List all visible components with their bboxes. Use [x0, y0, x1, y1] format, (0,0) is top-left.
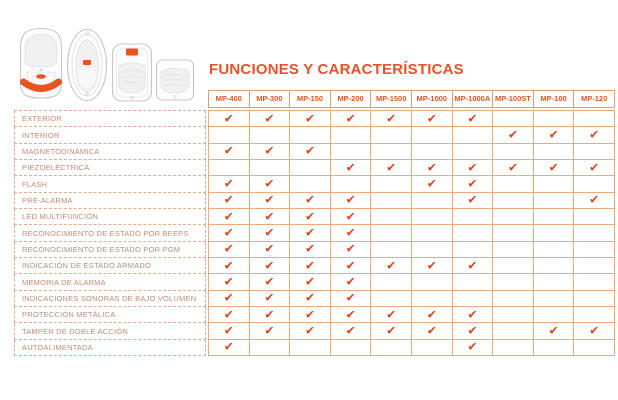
feature-cell-checked	[412, 323, 453, 339]
check-icon: ✔	[264, 307, 275, 322]
feature-cell-checked	[209, 209, 250, 225]
check-icon: ✔	[264, 225, 275, 240]
feature-cell-empty	[250, 340, 291, 356]
feature-cell-checked	[453, 111, 494, 127]
check-icon: ✔	[345, 192, 356, 207]
feature-cell-checked	[412, 111, 453, 127]
feature-label: RECONOCIMIENTO DE ESTADO POR BEEPS	[14, 225, 206, 241]
check-icon: ✔	[304, 258, 316, 273]
feature-cell-checked	[574, 160, 615, 176]
check-icon: ✔	[264, 176, 275, 191]
feature-cell-checked	[209, 225, 250, 241]
check-icon: ✔	[345, 290, 356, 305]
feature-cell-checked	[453, 340, 494, 356]
feature-cell-empty	[534, 111, 575, 127]
check-icon: ✔	[386, 160, 397, 175]
feature-cell-checked	[371, 307, 412, 323]
check-icon: ✔	[223, 323, 234, 338]
check-icon: ✔	[345, 307, 356, 322]
check-icon: ✔	[426, 176, 437, 191]
feature-cell-empty	[453, 291, 494, 307]
feature-cell-empty	[371, 209, 412, 225]
column-headers	[208, 90, 615, 108]
check-icon: ✔	[426, 258, 437, 273]
check-icon: ✔	[264, 290, 275, 305]
feature-cell-checked	[250, 144, 291, 160]
feature-cell-checked	[290, 242, 331, 258]
feature-cell-empty	[574, 176, 615, 192]
feature-cell-checked	[250, 291, 291, 307]
feature-cell-checked	[209, 323, 250, 339]
feature-cell-empty	[412, 144, 453, 160]
feature-cell-checked	[250, 258, 291, 274]
column-header: MP-1000	[411, 90, 453, 108]
feature-cell-empty	[331, 176, 372, 192]
feature-cell-checked	[250, 323, 291, 339]
feature-cell-empty	[574, 225, 615, 241]
check-icon: ✔	[467, 339, 478, 354]
feature-cell-checked	[574, 193, 615, 209]
check-icon: ✔	[467, 258, 478, 273]
check-icon: ✔	[548, 127, 559, 142]
feature-cell-checked	[412, 160, 453, 176]
check-icon: ✔	[264, 111, 275, 126]
feature-cell-checked	[371, 111, 412, 127]
feature-cell-empty	[412, 193, 453, 209]
feature-cell-checked	[250, 274, 291, 290]
feature-cell-empty	[412, 225, 453, 241]
feature-cell-empty	[534, 193, 575, 209]
feature-cell-empty	[371, 225, 412, 241]
feature-cell-empty	[412, 274, 453, 290]
feature-cell-checked	[371, 323, 412, 339]
feature-cell-empty	[250, 127, 291, 143]
feature-cell-empty	[493, 111, 534, 127]
column-header: MP-300	[249, 90, 291, 108]
check-icon: ✔	[304, 209, 316, 224]
feature-cell-empty	[493, 176, 534, 192]
check-icon: ✔	[264, 258, 275, 273]
feature-cell-empty	[534, 144, 575, 160]
check-icon: ✔	[589, 192, 600, 207]
feature-cell-empty	[290, 176, 331, 192]
check-icon: ✔	[426, 111, 437, 126]
feature-labels	[14, 110, 206, 356]
feature-cell-empty	[412, 127, 453, 143]
feature-cell-empty	[534, 340, 575, 356]
check-icon: ✔	[304, 192, 316, 207]
feature-cell-empty	[574, 340, 615, 356]
check-icon: ✔	[345, 241, 356, 256]
feature-cell-checked	[290, 225, 331, 241]
check-icon: ✔	[345, 209, 356, 224]
feature-cell-checked	[290, 209, 331, 225]
feature-cell-checked	[209, 258, 250, 274]
feature-cell-checked	[290, 307, 331, 323]
feature-cell-empty	[412, 242, 453, 258]
feature-cell-checked	[453, 193, 494, 209]
feature-cell-empty	[371, 340, 412, 356]
feature-cell-checked	[250, 209, 291, 225]
check-icon: ✔	[386, 323, 397, 338]
feature-cell-empty	[534, 176, 575, 192]
feature-cell-empty	[493, 274, 534, 290]
feature-cell-checked	[331, 323, 372, 339]
feature-cell-checked	[290, 323, 331, 339]
check-icon: ✔	[304, 307, 316, 322]
compact-siren-icon	[157, 60, 194, 100]
check-icon: ✔	[223, 111, 234, 126]
feature-cell-checked	[331, 242, 372, 258]
check-icon: ✔	[345, 225, 356, 240]
check-icon: ✔	[386, 307, 397, 322]
feature-cell-empty	[534, 242, 575, 258]
feature-cell-empty	[371, 274, 412, 290]
check-icon: ✔	[223, 176, 234, 191]
check-icon: ✔	[589, 127, 600, 142]
feature-cell-empty	[209, 160, 250, 176]
feature-cell-checked	[574, 323, 615, 339]
feature-cell-checked	[209, 291, 250, 307]
column-header: MP-1000A	[452, 90, 494, 108]
feature-cell-empty	[493, 258, 534, 274]
feature-cell-checked	[331, 209, 372, 225]
column-header: MP-120	[573, 90, 615, 108]
feature-cell-empty	[331, 144, 372, 160]
feature-cell-checked	[250, 242, 291, 258]
feature-cell-empty	[534, 209, 575, 225]
check-icon: ✔	[223, 290, 234, 305]
feature-cell-empty	[493, 209, 534, 225]
check-icon: ✔	[223, 225, 234, 240]
feature-cell-checked	[574, 127, 615, 143]
feature-cell-checked	[412, 176, 453, 192]
check-icon: ✔	[426, 307, 437, 322]
check-icon: ✔	[589, 160, 600, 175]
feature-cell-empty	[331, 127, 372, 143]
feature-cell-empty	[209, 127, 250, 143]
check-icon: ✔	[467, 160, 478, 175]
check-icon: ✔	[345, 111, 356, 126]
check-icon: ✔	[264, 241, 275, 256]
feature-cell-checked	[250, 193, 291, 209]
feature-cell-checked	[209, 144, 250, 160]
check-icon: ✔	[223, 209, 234, 224]
check-icon: ✔	[304, 225, 316, 240]
feature-cell-checked	[290, 274, 331, 290]
feature-cell-checked	[290, 111, 331, 127]
check-icon: ✔	[223, 339, 234, 354]
check-icon: ✔	[507, 160, 519, 175]
check-icon: ✔	[264, 209, 275, 224]
feature-label: MEMORIA DE ALARMA	[14, 274, 206, 290]
column-header: MP-150	[289, 90, 331, 108]
check-icon: ✔	[304, 111, 316, 126]
check-icon: ✔	[304, 241, 316, 256]
feature-cell-checked	[290, 193, 331, 209]
feature-cell-checked	[209, 176, 250, 192]
feature-cell-checked	[493, 160, 534, 176]
feature-label: PIEZOELÉCTRICA	[14, 160, 206, 176]
feature-cell-checked	[290, 291, 331, 307]
feature-cell-empty	[453, 209, 494, 225]
feature-cell-empty	[290, 340, 331, 356]
feature-cell-empty	[412, 209, 453, 225]
feature-cell-empty	[493, 225, 534, 241]
check-icon: ✔	[548, 160, 559, 175]
check-icon: ✔	[223, 143, 234, 158]
feature-matrix	[208, 110, 615, 356]
check-icon: ✔	[467, 307, 478, 322]
feature-cell-checked	[453, 307, 494, 323]
feature-cell-empty	[453, 144, 494, 160]
feature-cell-checked	[331, 160, 372, 176]
feature-cell-checked	[493, 127, 534, 143]
column-header: MP-400	[208, 90, 250, 108]
check-icon: ✔	[264, 274, 275, 289]
feature-cell-empty	[453, 225, 494, 241]
check-icon: ✔	[304, 274, 316, 289]
feature-cell-checked	[534, 127, 575, 143]
feature-cell-empty	[412, 291, 453, 307]
feature-cell-empty	[574, 209, 615, 225]
feature-cell-empty	[534, 225, 575, 241]
feature-label: AUTOALIMENTADA	[14, 340, 206, 356]
check-icon: ✔	[467, 111, 478, 126]
column-header: MP-1500	[370, 90, 412, 108]
feature-cell-checked	[453, 258, 494, 274]
feature-cell-checked	[453, 176, 494, 192]
check-icon: ✔	[345, 274, 356, 289]
check-icon: ✔	[589, 323, 600, 338]
feature-cell-checked	[371, 160, 412, 176]
feature-cell-checked	[290, 258, 331, 274]
feature-cell-empty	[574, 242, 615, 258]
feature-cell-empty	[453, 242, 494, 258]
feature-cell-empty	[574, 144, 615, 160]
feature-cell-empty	[493, 307, 534, 323]
feature-cell-empty	[371, 127, 412, 143]
feature-label: INDICACIÓN DE ESTADO ARMADO	[14, 258, 206, 274]
check-icon: ✔	[345, 160, 356, 175]
feature-cell-empty	[493, 144, 534, 160]
check-icon: ✔	[426, 160, 437, 175]
feature-cell-empty	[574, 111, 615, 127]
check-icon: ✔	[223, 274, 234, 289]
feature-label: INDICACIONES SONORAS DE BAJO VOLUMEN	[14, 291, 206, 307]
feature-cell-empty	[534, 274, 575, 290]
feature-cell-empty	[574, 291, 615, 307]
feature-cell-checked	[371, 258, 412, 274]
rounded-siren-icon	[113, 44, 152, 101]
check-icon: ✔	[264, 143, 275, 158]
feature-cell-empty	[371, 176, 412, 192]
feature-cell-empty	[574, 307, 615, 323]
check-icon: ✔	[345, 323, 356, 338]
feature-label: EXTERIOR	[14, 111, 206, 127]
feature-label: TAMPER DE DOBLE ACCIÓN	[14, 323, 206, 339]
feature-cell-empty	[331, 340, 372, 356]
product-images	[12, 18, 208, 110]
check-icon: ✔	[304, 323, 316, 338]
feature-cell-checked	[534, 160, 575, 176]
feature-label: INTERIOR	[14, 127, 206, 143]
check-icon: ✔	[426, 323, 437, 338]
page-title: FUNCIONES Y CARACTERÍSTICAS	[209, 61, 464, 78]
feature-cell-empty	[574, 258, 615, 274]
feature-cell-checked	[209, 340, 250, 356]
feature-label: FLASH	[14, 176, 206, 192]
feature-cell-checked	[290, 144, 331, 160]
feature-cell-checked	[331, 225, 372, 241]
check-icon: ✔	[345, 258, 356, 273]
check-icon: ✔	[264, 323, 275, 338]
feature-cell-checked	[534, 323, 575, 339]
feature-cell-checked	[250, 111, 291, 127]
feature-cell-empty	[493, 340, 534, 356]
check-icon: ✔	[304, 290, 316, 305]
feature-cell-empty	[453, 127, 494, 143]
feature-cell-empty	[250, 160, 291, 176]
feature-cell-checked	[209, 193, 250, 209]
check-icon: ✔	[507, 127, 519, 142]
outdoor-siren-large-icon	[21, 29, 62, 99]
feature-label: RECONOCIMIENTO DE ESTADO POR PGM	[14, 242, 206, 258]
feature-label: MAGNETODINÁMICA	[14, 144, 206, 160]
feature-cell-empty	[493, 323, 534, 339]
feature-cell-empty	[534, 307, 575, 323]
feature-label: LED MULTIFUNCIÓN	[14, 209, 206, 225]
feature-cell-checked	[331, 307, 372, 323]
feature-cell-checked	[250, 225, 291, 241]
feature-cell-empty	[290, 127, 331, 143]
check-icon: ✔	[223, 192, 234, 207]
check-icon: ✔	[548, 323, 559, 338]
feature-cell-empty	[371, 291, 412, 307]
column-header: MP-100ST	[492, 90, 534, 108]
check-icon: ✔	[264, 192, 275, 207]
feature-cell-checked	[331, 193, 372, 209]
feature-cell-checked	[331, 111, 372, 127]
check-icon: ✔	[467, 176, 478, 191]
check-icon: ✔	[386, 258, 397, 273]
column-header: MP-200	[330, 90, 372, 108]
feature-cell-checked	[209, 307, 250, 323]
check-icon: ✔	[386, 111, 397, 126]
column-header: MP-100	[533, 90, 575, 108]
feature-cell-checked	[453, 323, 494, 339]
feature-cell-empty	[412, 340, 453, 356]
feature-cell-empty	[453, 274, 494, 290]
feature-cell-empty	[574, 274, 615, 290]
feature-cell-checked	[453, 160, 494, 176]
feature-cell-checked	[209, 242, 250, 258]
oval-siren-icon	[68, 30, 107, 101]
feature-cell-empty	[371, 144, 412, 160]
feature-cell-empty	[534, 291, 575, 307]
check-icon: ✔	[467, 323, 478, 338]
check-icon: ✔	[223, 307, 234, 322]
feature-cell-checked	[331, 274, 372, 290]
feature-label: PRE-ALARMA	[14, 193, 206, 209]
feature-cell-checked	[331, 258, 372, 274]
feature-cell-empty	[534, 258, 575, 274]
check-icon: ✔	[467, 192, 478, 207]
feature-cell-empty	[371, 193, 412, 209]
feature-cell-checked	[250, 307, 291, 323]
feature-cell-empty	[290, 160, 331, 176]
feature-cell-empty	[493, 242, 534, 258]
check-icon: ✔	[223, 258, 234, 273]
feature-cell-empty	[371, 242, 412, 258]
check-icon: ✔	[304, 143, 316, 158]
feature-cell-checked	[209, 111, 250, 127]
feature-cell-checked	[331, 291, 372, 307]
feature-label: PROTECCIÓN METÁLICA	[14, 307, 206, 323]
feature-cell-checked	[250, 176, 291, 192]
feature-cell-checked	[412, 307, 453, 323]
feature-cell-checked	[209, 274, 250, 290]
feature-cell-empty	[493, 193, 534, 209]
feature-cell-checked	[412, 258, 453, 274]
check-icon: ✔	[223, 241, 234, 256]
feature-cell-empty	[493, 291, 534, 307]
